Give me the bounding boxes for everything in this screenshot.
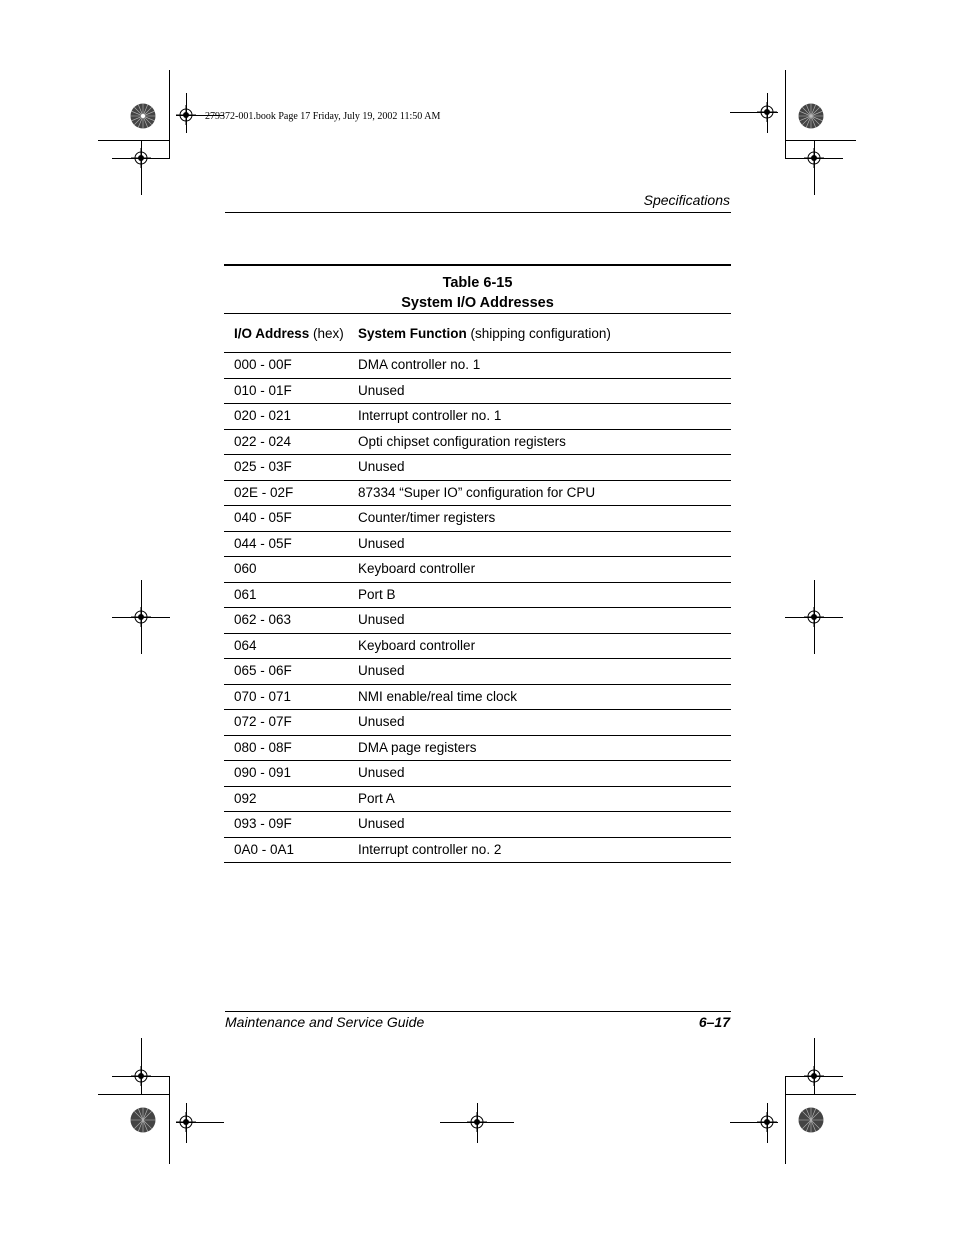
table-row	[224, 379, 731, 405]
function-cell: Unused	[358, 459, 405, 474]
address-cell: 090 - 091	[234, 765, 292, 780]
column-header-function-rest: (shipping configuration)	[466, 325, 611, 341]
registration-burst-icon	[130, 1107, 156, 1133]
function-cell: Counter/timer registers	[358, 510, 496, 525]
address-cell: 040 - 05F	[234, 510, 292, 525]
function-cell: Keyboard controller	[358, 637, 476, 653]
table-row	[224, 353, 731, 379]
address-cell: 093 - 09F	[234, 816, 292, 831]
registration-burst-icon	[798, 1107, 824, 1133]
table-caption	[224, 266, 731, 313]
table-row	[224, 532, 731, 558]
address-cell: 062 - 063	[234, 612, 292, 627]
table-row	[224, 481, 731, 507]
function-cell: Unused	[358, 535, 405, 551]
registration-burst-icon	[798, 103, 824, 129]
address-cell: 010 - 01F	[234, 382, 292, 398]
function-cell: Unused	[358, 382, 405, 398]
address-cell: 020 - 021	[234, 408, 292, 423]
function-cell: Unused	[358, 816, 405, 831]
address-cell: 092	[234, 790, 257, 806]
table-row	[224, 761, 731, 787]
footer-rule	[225, 1011, 731, 1012]
function-cell: Interrupt controller no. 2	[358, 841, 502, 857]
function-cell: Port B	[358, 586, 396, 602]
print-slug: 279372-001.book Page 17 Friday, July 19, 2002 11:50 AM	[205, 111, 441, 122]
address-cell: 065 - 06F	[234, 663, 292, 678]
table-title: System I/O Addresses	[401, 295, 554, 311]
table-row	[224, 583, 731, 609]
table-row	[224, 710, 731, 736]
registration-burst-icon	[130, 103, 156, 129]
function-cell: 87334 “Super IO” configuration for CPU	[358, 484, 596, 500]
function-cell: Interrupt controller no. 1	[358, 408, 502, 423]
table-row	[224, 430, 731, 456]
table-row	[224, 506, 731, 532]
table-row	[224, 838, 731, 864]
function-cell: Unused	[358, 612, 405, 627]
address-cell: 044 - 05F	[234, 535, 292, 551]
table-row	[224, 736, 731, 762]
address-cell: 02E - 02F	[234, 484, 294, 500]
table-row	[224, 557, 731, 583]
column-header-function	[358, 326, 731, 341]
function-cell: Keyboard controller	[358, 561, 476, 576]
function-cell: Unused	[358, 663, 405, 678]
column-header-function-bold: System Function	[358, 325, 467, 341]
table-row	[224, 787, 731, 813]
table-row	[224, 685, 731, 711]
address-cell: 060	[234, 561, 257, 576]
column-header-address	[224, 326, 358, 341]
address-cell: 080 - 08F	[234, 739, 292, 755]
table-row	[224, 608, 731, 634]
page-number: 6–17	[698, 1014, 730, 1030]
table-header-row	[224, 314, 731, 353]
function-cell: Opti chipset configuration registers	[358, 433, 566, 449]
running-head: Specifications	[643, 192, 730, 208]
footer-book-title: Maintenance and Service Guide	[225, 1014, 425, 1030]
table-row	[224, 455, 731, 481]
address-cell: 0A0 - 0A1	[234, 841, 295, 857]
function-cell: Unused	[358, 714, 405, 729]
table-row	[224, 659, 731, 685]
function-cell: Port A	[358, 790, 395, 806]
function-cell: DMA page registers	[358, 739, 477, 755]
function-cell: DMA controller no. 1	[358, 357, 481, 372]
table-number: Table 6-15	[442, 275, 513, 291]
header-rule	[225, 212, 731, 213]
io-address-table	[224, 264, 731, 863]
address-cell: 000 - 00F	[234, 357, 292, 372]
table-row	[224, 404, 731, 430]
function-cell: NMI enable/real time clock	[358, 688, 518, 704]
address-cell: 022 - 024	[234, 433, 292, 449]
address-cell: 064	[234, 637, 257, 653]
table-row	[224, 812, 731, 838]
address-cell: 072 - 07F	[234, 714, 292, 729]
function-cell: Unused	[358, 765, 405, 780]
column-header-address-rest: (hex)	[309, 325, 344, 341]
address-cell: 070 - 071	[234, 688, 292, 704]
address-cell: 061	[234, 586, 257, 602]
table-row	[224, 634, 731, 660]
column-header-address-bold: I/O Address	[234, 325, 310, 341]
address-cell: 025 - 03F	[234, 459, 292, 474]
